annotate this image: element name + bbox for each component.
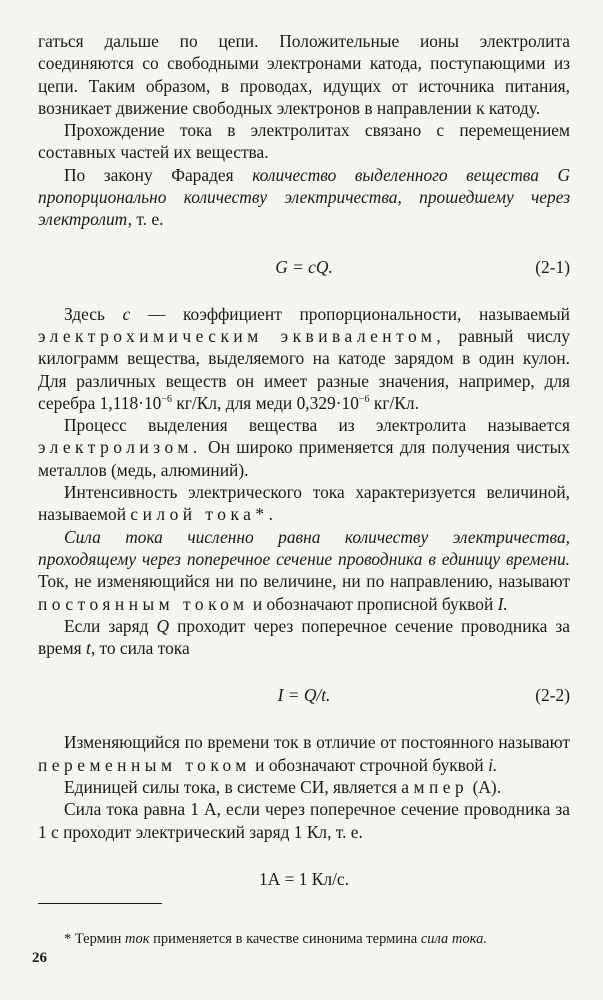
- paragraph-10: Единицей силы тока, в системе СИ, является ампер (А).: [64, 777, 502, 798]
- formula-expression: G = cQ.: [275, 256, 333, 277]
- formula-2-1: [38, 249, 570, 285]
- formula-2-2: [38, 677, 570, 713]
- paragraph-11: Сила тока равна 1 А, если через поперечное сечение проводника за 1 с проходит электрический заряд 1 Кл, т. е.: [38, 799, 570, 842]
- paragraph-7: Сила тока численно равна количеству электричества, проходящему через поперечное сечение проводника в единицу времени. Ток, не изменяющийся ни по величине, ни по направлению, называют постоянным током и обозначают прописной буквой I.: [38, 526, 570, 614]
- paragraph-1: гаться дальше по цепи. Положительные ионы электролита соединяются со свободными электронами катода, поступающими из цепи. Таким образом, в проводах, идущих от источника питания, возникает движение свободных электронов в направлении к катоду.: [38, 31, 570, 118]
- equation-number: (2-1): [535, 256, 570, 277]
- paragraph-9: Изменяющийся по времени ток в отличие от постоянного называют переменным током и обозначают строчной буквой i.: [38, 732, 570, 775]
- paragraph-2: Прохождение тока в электролитах связано с перемещением составных частей их вещества.: [38, 120, 570, 163]
- paragraph-6: Интенсивность электрического тока характеризуется величиной, называемой силой тока*.: [38, 482, 570, 525]
- formula-expression: 1А = 1 Кл/с.: [259, 868, 349, 889]
- page-number: 26: [32, 950, 47, 966]
- formula-expression: I = Q/t.: [277, 685, 331, 706]
- paragraph-3: По закону Фарадея количество выделенного вещества G пропорционально количеству электричества, прошедшему через электролит, т. е.: [38, 164, 571, 230]
- equation-number: (2-2): [535, 685, 570, 706]
- paragraph-4: Здесь c — коэффициент пропорциональности, называемый электрохимическим эквивалентом, равный числу килограмм вещества, выделяемого на катоде зарядом в один кулон. Для различных веществ он имеет разные значения, например, для серебра $1,118\cdot 10^{-6}$ кг/Кл, для меди $0,329\cdot 10^{-6}$ кг/Кл.: [38, 303, 571, 413]
- footnote: * Термин ток применяется в качестве синонима термина сила тока.: [64, 930, 487, 947]
- body-text: [38, 30, 570, 915]
- footnote-divider: [38, 903, 162, 904]
- formula-unit: [38, 861, 570, 897]
- paragraph-5: Процесс выделения вещества из электролита называется электролизом. Он широко применяется для получения чистых металлов (медь, алюминий).: [38, 415, 570, 480]
- paragraph-8: Если заряд Q проходит через поперечное сечение проводника за время t, то сила тока: [38, 615, 571, 659]
